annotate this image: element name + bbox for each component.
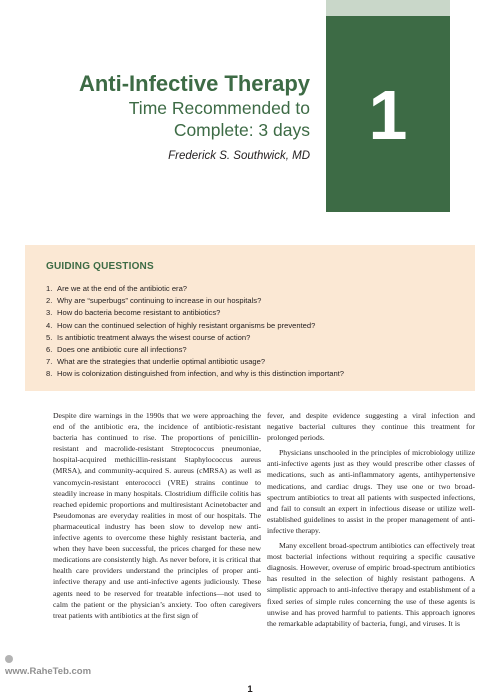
question-number: 1. [46, 284, 53, 293]
body-right-column [267, 410, 475, 629]
body-paragraph: Many excellent broad-spectrum antibiotics can effectively treat most bacterial infections without requiring a specific causative diagnosis. However, overuse of empiric broad-spectrum antibiotics has resulted in the selection of highly resistant pathogens. A simplistic approach to anti-infective therapy and establishment of a fixed series of simple rules concerning the use of these agents is unwise and has proved harmful to patients. This approach ignores the remarkable adaptability of bacteria, fungi, and viruses. It is [267, 541, 475, 628]
question-number: 2. [46, 296, 53, 306]
question-item [46, 344, 344, 356]
question-text: Are we at the end of the antibiotic era? [57, 284, 188, 293]
time-recommended-line1: Time Recommended to [128, 98, 310, 118]
guiding-questions-list [46, 283, 344, 381]
question-item [46, 368, 344, 380]
chapter-author: Frederick S. Southwick, MD [168, 150, 310, 162]
question-text: What are the strategies that underlie optimal antibiotic usage? [57, 357, 266, 367]
chapter-title-block [79, 71, 310, 162]
question-item [46, 332, 344, 344]
chapter-box-tab [326, 0, 450, 16]
question-text: Does one antibiotic cure all infections? [57, 345, 187, 355]
time-recommended-line2: Complete: 3 days [173, 120, 310, 140]
question-text: How do bacteria become resistant to antibiotics? [57, 308, 221, 318]
question-number: 3. [46, 308, 53, 318]
body-paragraph: fever, and despite evidence suggesting a viral infection and negative bacterial cultures they continue this treatment for prolonged periods. [267, 411, 475, 443]
question-item [46, 356, 344, 368]
question-number: 6. [46, 345, 53, 355]
question-text: How can the continued selection of highly resistant organisms be prevented? [57, 320, 316, 330]
question-number: 8. [46, 369, 53, 379]
question-text: Why are “superbugs” continuing to increase in our hospitals? [57, 296, 262, 306]
body-paragraph: Despite dire warnings in the 1990s that we were approaching the end of the antibiotic era, the incidence of antibiotic-resistant bacteria has continued to rise. The proportions of penicillin-resistant and macrolide-resistant Streptococcus pneumoniae, hospital-acquired methicillin-resistant Staphylococcus aureus (MRSA), and community-acquired S. aureus (cMRSA) as well as vancomycin-resistant enterococci (VRE) strains continue to steadily increase in many hospitals. Clostridium difficile colitis has reached epidemic proportions and multiresistant Acinetobacter and Pseudomonas are everyday realities in most of our hospitals. The pharmaceutical industry has been slow to develop new anti-infective agents to overcome these highly resistant bacteria, and when they have been successful, the prices charged for these new medications are consistently high. As never before, it is critical that health care providers understand the principles of proper anti-infective therapy and use anti-infective agents judiciously. These agents need to be reserved for treatable infections—not used to calm the patient or the physician’s anxiety. Too often caregivers treat patients with antibiotics at the first sign of [53, 411, 261, 620]
question-number: 7. [46, 357, 53, 367]
guiding-questions-box [25, 245, 475, 391]
question-text: How is colonization distinguished from infection, and why is this distinction important? [57, 369, 345, 379]
question-item [46, 320, 344, 332]
watermark-text: www.RaheTeb.com [5, 666, 92, 677]
question-number: 5. [46, 332, 53, 342]
question-item [46, 283, 344, 295]
body-paragraph: Physicians unschooled in the principles of microbiology utilize anti-infective agents just as they would prescribe other classes of medications, such as anti-inflammatory agents, antihypertensive medications, and cardiac drugs. They use one or two broad-spectrum antibiotics to treat all patients with suspected infections, and fail to consult an expert in infectious disease or utilize well-established guidelines to assist in the proper management of anti-infective therapy. [267, 448, 475, 535]
watermark-logo-icon [5, 655, 13, 663]
question-text: Is antibiotic treatment always the wisest course of action? [57, 332, 251, 342]
guiding-questions-heading: GUIDING QUESTIONS [46, 261, 154, 272]
body-left-column [53, 410, 261, 621]
question-number: 4. [46, 320, 53, 330]
page-number: 1 [247, 684, 253, 695]
watermark [5, 655, 92, 677]
chapter-title: Anti-Infective Therapy [78, 71, 310, 96]
chapter-number-box [326, 0, 450, 212]
question-item [46, 295, 344, 307]
chapter-number: 1 [368, 76, 408, 154]
question-item [46, 307, 344, 319]
